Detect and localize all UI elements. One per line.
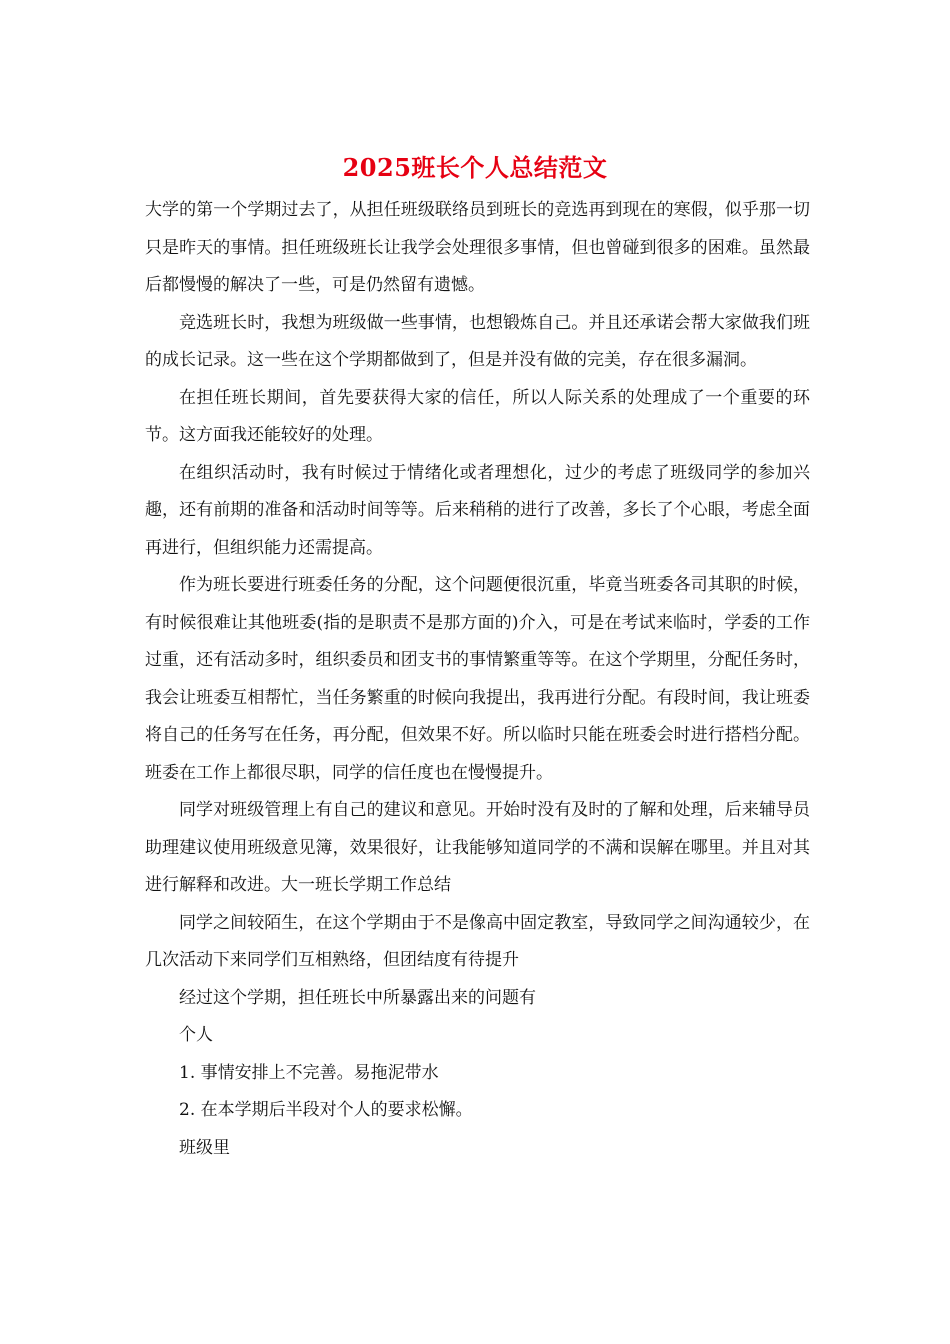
paragraph-6: 同学对班级管理上有自己的建议和意见。开始时没有及时的了解和处理，后来辅导员助理建议使用班级意见簿，效果很好，让我能够知道同学的不满和误解在哪里。并且对其进行解释和改进。大一班长学期工作总结 (145, 800, 810, 895)
line-issues-intro: 经过这个学期，担任班长中所暴露出来的问题有 (179, 987, 536, 1008)
line-personal-item-2: 2. 在本学期后半段对个人的要求松懈。 (179, 1100, 473, 1120)
document-body (145, 192, 810, 1167)
paragraph-1: 大学的第一个学期过去了，从担任班级联络员到班长的竞选再到现在的寒假，似乎那一切只是昨天的事情。担任班级班长让我学会处理很多事情，但也曾碰到很多的困难。虽然最后都慢慢的解决了一些，可是仍然留有遗憾。 (145, 200, 810, 295)
document-title: 2025班长个人总结范文 (342, 153, 608, 182)
paragraph-2: 竞选班长时，我想为班级做一些事情，也想锻炼自己。并且还承诺会帮大家做我们班的成长记录。这一些在这个学期都做到了，但是并没有做的完美，存在很多漏洞。 (145, 312, 810, 370)
line-personal-item-1: 1. 事情安排上不完善。易拖泥带水 (179, 1062, 439, 1083)
paragraph-7: 同学之间较陌生，在这个学期由于不是像高中固定教室，导致同学之间沟通较少，在几次活动下来同学们互相熟络，但团结度有待提升 (145, 912, 810, 970)
paragraph-5: 作为班长要进行班委任务的分配，这个问题便很沉重，毕竟当班委各司其职的时候，有时候很难让其他班委(指的是职责不是那方面的)介入，可是在考试来临时，学委的工作过重，还有活动多时，组织委员和团支书的事情繁重等等。在这个学期里，分配任务时，我会让班委互相帮忙，当任务繁重的时候向我提出，我再进行分配。有段时间，我让班委将自己的任务写在任务，再分配，但效果不好。所以临时只能在班委会时进行搭档分配。班委在工作上都很尽职，同学的信任度也在慢慢提升。 (145, 575, 810, 783)
line-personal-heading: 个人 (179, 1025, 213, 1045)
paragraph-3: 在担任班长期间，首先要获得大家的信任，所以人际关系的处理成了一个重要的环节。这方面我还能较好的处理。 (145, 387, 810, 445)
line-class-heading: 班级里 (179, 1137, 230, 1158)
paragraph-4: 在组织活动时，我有时候过于情绪化或者理想化，过少的考虑了班级同学的参加兴趣，还有前期的准备和活动时间等等。后来稍稍的进行了改善，多长了个心眼，考虑全面再进行，但组织能力还需提高。 (145, 462, 810, 558)
